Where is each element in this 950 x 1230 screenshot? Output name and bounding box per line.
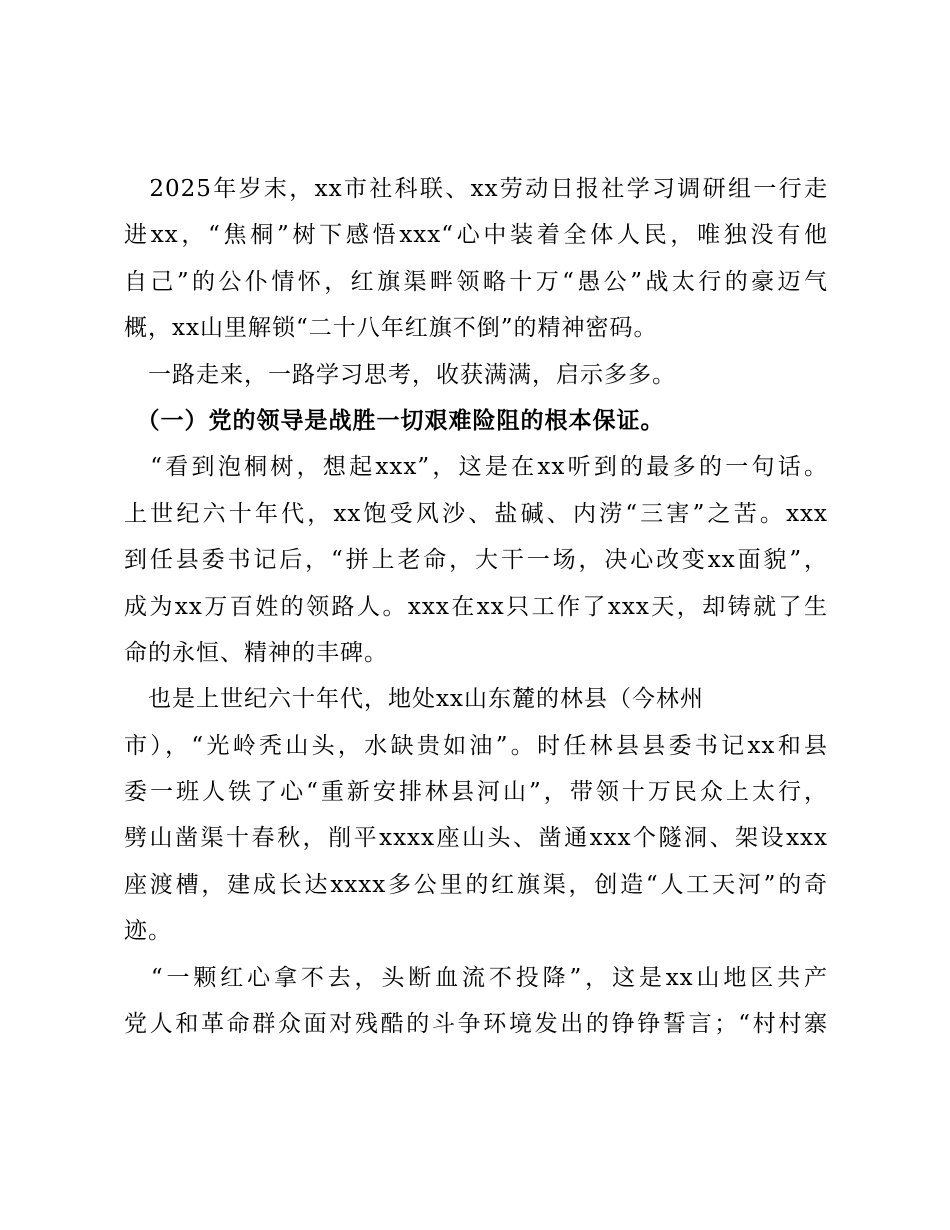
text-line: 座渡槽，建成长达xxxx多公里的红旗渠，创造“人工天河”的奇 [124,871,828,898]
text-line: 市），“光岭秃山头，水缺贵如油”。时任林县县委书记xx和县 [124,732,828,759]
document-body [124,166,828,1047]
heading-line: （一）党的领导是战胜一切艰难险阻的根本保证。 [124,406,665,434]
paragraph-summary [124,352,828,398]
paragraph-jiao-tong [124,444,828,676]
text-line: “看到泡桐树，想起xxx”，这是在xx听到的最多的一句话。 [124,454,828,481]
text-line: 2025年岁末，xx市社科联、xx劳动日报社学习调研组一行走 [124,176,828,202]
text-line: 一路走来，一路学习思考，收获满满，启示多多。 [124,361,676,388]
text-line: 命的永恒、精神的丰碑。 [124,639,388,666]
paragraph-intro [124,166,828,352]
text-line: 自己”的公仆情怀，红旗渠畔领略十万“愚公”战太行的豪迈气 [124,268,828,295]
text-line: “一颗红心拿不去，头断血流不投降”，这是xx山地区共产 [124,964,828,991]
text-line: 概，xx山里解锁“二十八年红旗不倒”的精神密码。 [124,315,658,342]
text-line: 也是上世纪六十年代，地处xx山东麓的林县（今林州 [124,686,704,713]
text-line: 上世纪六十年代，xx饱受风沙、盐碱、内涝“三害”之苦。xxx [124,500,828,527]
paragraph-hongqi-canal [124,676,828,954]
section-heading [124,398,828,444]
text-line: 委一班人铁了心“重新安排林县河山”，带领十万民众上太行， [124,779,828,806]
text-line: 进xx，“焦桐”树下感悟xxx“心中装着全体人民，唯独没有他 [124,222,828,249]
text-line: 迹。 [124,918,172,945]
paragraph-red-heart [124,955,828,1048]
text-line: 到任县委书记后，“拼上老命，大干一场，决心改变xx面貌”， [124,547,828,574]
text-line: 成为xx万百姓的领路人。xxx在xx只工作了xxx天，却铸就了生 [124,593,828,620]
text-line: 劈山凿渠十春秋，削平xxxx座山头、凿通xxx个隧洞、架设xxx [124,825,828,852]
text-line: 党人和革命群众面对残酷的斗争环境发出的铮铮誓言；“村村寨 [124,1011,828,1038]
